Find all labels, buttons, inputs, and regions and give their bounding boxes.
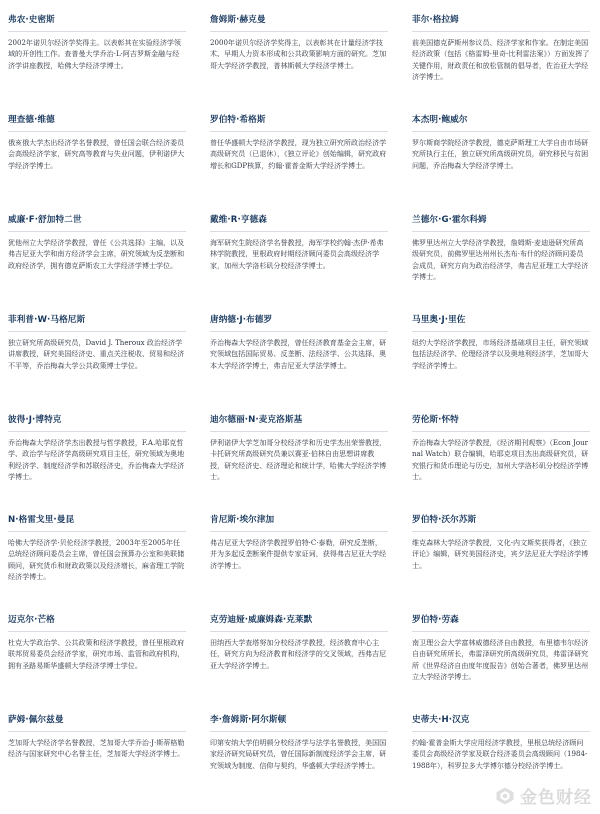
economist-name: 史蒂夫·H·汉克	[412, 715, 470, 725]
economist-name: 唐纳德·J·布德罗	[210, 315, 273, 325]
economist-card	[412, 115, 590, 171]
economist-bio: 罗尔斯商学院经济学教授，德克萨斯理工大学自由市场研究所执行主任，独立研究所高级研究员，研究移民与贫困问题，乔治梅森大学经济学博士。	[412, 138, 589, 170]
economist-bio: 纽约大学经济学教授，市场经济基础项目主任，研究领域包括法经济学、伦理经济学以及奥地利经济学，芝加哥大学经济学博士。	[412, 338, 589, 370]
divider	[412, 731, 590, 732]
divider	[412, 431, 590, 432]
economist-bio: 前美国德克萨斯州参议员、经济学家和作家。在制定美国经济政策（包括《格雷姆-里奇-比利雷法案》）方面发挥了关键作用，财政责任和放松管制的倡导者，佐治亚大学经济学博士。	[412, 38, 590, 81]
economist-card	[8, 515, 186, 582]
economist-name: 彼得·J·博特克	[8, 415, 62, 425]
economist-name: 威廉·F·舒加特二世	[8, 215, 82, 225]
divider	[8, 531, 186, 532]
economist-card	[8, 415, 186, 482]
economist-bio: 弗吉尼亚大学经济学教授罗伯特·C·泰勒，研究反垄断，并为多起反垄断案件提供专家证词，获得弗吉尼亚大学经济学博士。	[210, 538, 387, 570]
divider	[210, 731, 388, 732]
economist-name: 兰德尔·G·霍尔科姆	[412, 215, 487, 225]
economist-name: 理查德·维德	[8, 115, 55, 125]
economist-name: 詹姆斯·赫克曼	[210, 15, 266, 25]
divider	[8, 431, 186, 432]
economist-bio: 2002年诺贝尔经济学奖得主。以表彰其在实验经济学领域的开创性工作。查普曼大学乔治·L·阿吉罗斯金融与经济学讲座教授，哈佛大学经济学博士。	[8, 38, 181, 70]
divider	[8, 731, 186, 732]
divider	[8, 331, 186, 332]
golden-finance-logo-icon	[495, 786, 515, 806]
economist-card	[412, 715, 590, 771]
economist-name: 克劳迪娅·威廉姆森·克莱默	[210, 615, 313, 625]
economist-bio: 哈佛大学经济学·贝伦经济学教授，2003年至2005年任总统经济顾问委员会主席，曾任国会预算办公室和美联储顾问，研究货币和财政政策以及经济增长，麻省理工学院经济学博士。	[8, 538, 185, 581]
divider	[210, 431, 388, 432]
economist-bio: 约翰·霍普金斯大学应用经济学教授，里根总统经济顾问委员会高级经济学家及联合经济委员会高级顾问（1984-1988年），科罗拉多大学博尔德分校经济学博士。	[412, 738, 588, 770]
economist-name: 马里奥·J·里佐	[412, 315, 466, 325]
divider	[210, 631, 388, 632]
economist-name: 萨姆·佩尔兹曼	[8, 715, 64, 725]
economist-name: 本杰明·鲍威尔	[412, 115, 468, 125]
economist-bio: 俄亥俄大学杰出经济学名誉教授，曾任国会联合经济委员会高级经济学家，研究高等教育与失业问题，伊利诺伊大学经济学博士。	[8, 138, 185, 170]
divider	[8, 631, 186, 632]
divider	[412, 331, 590, 332]
divider	[8, 231, 186, 232]
economist-card	[8, 715, 186, 760]
economist-card	[412, 15, 590, 82]
economist-name: 李·詹姆斯·阿尔斯顿	[210, 715, 287, 725]
economist-card	[8, 115, 186, 171]
economist-card	[210, 115, 388, 171]
economist-name: 迪尔德丽·N·麦克洛斯基	[210, 415, 303, 425]
economist-bio: 乔治梅森大学经济学教授，《经济期刊观察》（Econ Journal Watch）联合编辑，哈耶克项目杰出高级研究员，研究银行和货币理论与历史，加州大学洛杉矶分校经济学博士。	[412, 438, 589, 481]
economist-name: 迈克尔·芒格	[8, 615, 55, 625]
economist-card	[210, 515, 388, 571]
economist-bio: 芝加哥大学经济学名誉教授，芝加哥大学乔治·J·斯蒂格勒经济与国家研究中心名誉主任，芝加哥大学经济学博士。	[8, 738, 185, 759]
economist-card	[8, 615, 186, 671]
economist-name: 戴维·R·亨德森	[210, 215, 267, 225]
divider	[8, 131, 186, 132]
economist-bio: 杜克大学政治学、公共政策和经济学教授，曾任里根政府联邦贸易委员会经济学家，研究市场、监管和政府机构，拥有圣路易斯华盛顿大学经济学博士学位。	[8, 638, 185, 670]
economist-card	[412, 415, 590, 482]
economist-card	[210, 215, 388, 271]
divider	[8, 31, 186, 32]
divider	[210, 131, 388, 132]
divider	[412, 531, 590, 532]
economist-bio: 维克森林大学经济学教授，文化-内文斯奖获得者，《独立评论》编辑，研究美国经济史，宾夕法尼亚大学经济学博士。	[412, 538, 589, 570]
economist-card	[210, 415, 388, 482]
economist-bio: 乔治梅森大学经济学教授，曾任经济教育基金会主席，研究领域包括国际贸易、反垄断、法经济学、公共选择，奥本大学经济学博士，弗吉尼亚大学法学博士。	[210, 338, 387, 370]
economist-name: 肯尼斯·埃尔津加	[210, 515, 275, 525]
economist-card	[210, 615, 388, 671]
divider	[412, 631, 590, 632]
economist-name: 菲利普·W·马格尼斯	[8, 315, 86, 325]
economist-card	[8, 315, 186, 371]
economist-bio: 犹他州立大学经济学教授，曾任《公共选择》主编，以及弗吉尼亚大学和南方经济学会主席，研究领域为反垄断和政府经济学，拥有德克萨斯农工大学经济学博士学位。	[8, 238, 185, 270]
economist-bio: 佛罗里达州立大学经济学教授，詹姆斯·麦迪逊研究所高级研究员，前佛罗里达州州长杰布·布什的经济顾问委员会成员，研究方向为政治经济学，弗吉尼亚理工大学经济学博士。	[412, 238, 589, 281]
economist-bio: 独立研究所高级研究员，David J. Theroux 政治经济学讲席教授，研究美国经济史、重点关注税收、贸易和经济不平等，乔治梅森大学公共政策博士学位。	[8, 338, 185, 370]
divider	[210, 531, 388, 532]
economist-card	[412, 215, 590, 282]
divider	[210, 331, 388, 332]
economist-name: 罗伯特·希格斯	[210, 115, 266, 125]
economist-bio: 伊利诺伊大学芝加哥分校经济学和历史学杰出荣誉教授，卡托研究所高级研究员兼以赛亚·伯林自由思想讲席教授，研究经济史、经济理论和统计学，哈佛大学经济学博士。	[210, 438, 387, 481]
divider	[210, 231, 388, 232]
divider	[412, 31, 590, 32]
divider	[412, 231, 590, 232]
economist-bio: 乔治梅森大学经济学杰出教授与哲学教授，F.A.哈耶克哲学、政治学与经济学高级研究项目主任，研究领域为奥地利经济学、制度经济学和苏联经济史，乔治梅森大学经济学博士。	[8, 438, 185, 481]
economist-card	[412, 615, 590, 682]
economist-card	[210, 715, 388, 771]
economist-bio: 印第安纳大学伯明顿分校经济学与法学名誉教授，美国国家经济研究局研究员，曾任国际新制度经济学会主席，研究领域为制度、信仰与契约，华盛顿大学经济学博士。	[210, 738, 387, 770]
economist-card	[210, 315, 388, 371]
economist-bio: 田纳西大学查塔努加分校经济学教授，经济教育中心主任，研究方向为经济教育和经济学的交叉领域，西弗吉尼亚大学经济学博士。	[210, 638, 387, 670]
divider	[412, 131, 590, 132]
economist-name: 罗伯特·劳森	[412, 615, 459, 625]
economist-card	[8, 215, 186, 271]
economist-name: 菲尔·格拉姆	[412, 15, 459, 25]
economist-card	[412, 315, 590, 371]
watermark-text: 金色财经	[520, 788, 592, 808]
economist-card	[210, 15, 388, 71]
economist-bio: 南卫理公会大学富林威德经济自由教授，布里德韦尔经济自由研究所所长，弗雷泽研究所高级研究员，弗雷泽研究所《世界经济自由度年度报告》创始合著者，佛罗里达州立大学经济学博士。	[412, 638, 589, 681]
economist-name: 弗农·史密斯	[8, 15, 55, 25]
economist-card	[412, 515, 590, 571]
economist-name: 罗伯特·沃尔苏斯	[412, 515, 477, 525]
watermark	[495, 783, 592, 808]
economist-bio: 海军研究生院经济学名誉教授，海军学校约翰·杰伊·希弗林学院教授，里根政府时期经济顾问委员会高级经济学家，加州大学洛杉矶分校经济学博士。	[210, 238, 384, 270]
divider	[210, 31, 388, 32]
economist-bio: 曾任华盛顿大学经济学教授，现为独立研究所政治经济学高级研究员（已退休），《独立评论》创始编辑，研究政府增长和GDP核算，约翰·霍普金斯大学经济学博士。	[210, 138, 387, 170]
economist-name: 劳伦斯·怀特	[412, 415, 459, 425]
economist-name: N·格雷戈里·曼昆	[8, 515, 75, 525]
economist-bio: 2000年诺贝尔经济学奖得主，以表彰其在计量经济学技术、早期人力资本形成和公共政策影响方面的研究。芝加哥大学经济学教授，普林斯顿大学经济学博士。	[210, 38, 387, 70]
economist-card	[8, 15, 186, 71]
